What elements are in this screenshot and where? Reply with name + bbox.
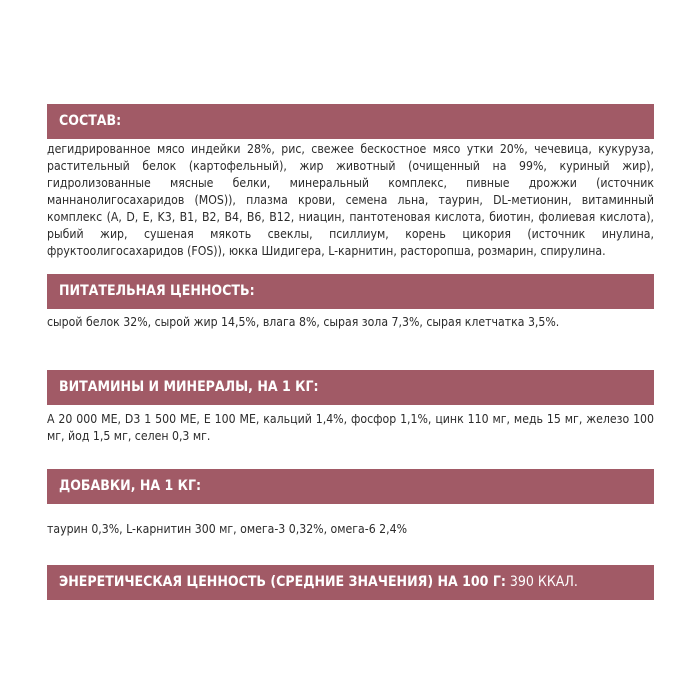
- composition-title: СОСТАВ:: [59, 113, 122, 129]
- vitamins-text: А 20 000 МЕ, D3 1 500 МЕ, Е 100 МЕ, кальций 1,4%, фосфор 1,1%, цинк 110 мг, медь 15 мг, железо 100 мг, йод 1,5 мг, селен 0,3 мг.: [47, 412, 654, 443]
- composition-header: [47, 104, 654, 139]
- composition-text: дегидрированное мясо индейки 28%, рис, свежее бескостное мясо утки 20%, чечевица, кукуруза, растительный белок (картофельный), жир животный (очищенный на 99%, куриный жир), гидролизованные мясные белки, минеральный комплекс, пивные дрожжи (источник маннанолигосахаридов (MOS)), плазма крови, семена льна, таурин, DL-метионин, витаминный комплекс (A, D, E, K3, B1, B2, B4, B6, B12, ниацин, пантотеновая кислота, биотин, фолиевая кислота), рыбий жир, сушеная мякоть свеклы, псиллиум, корень цикория (источник инулина, фруктоолигосахаридов (FOS)), юкка Шидигера, L-карнитин, расторопша, розмарин, спирулина.: [47, 142, 654, 258]
- nutrition-header: [47, 274, 654, 309]
- additives-text: таурин 0,3%, L-карнитин 300 мг, омега-3 0,32%, омега-6 2,4%: [47, 522, 408, 536]
- energy-title: ЭНЕРЕТИЧЕСКАЯ ЦЕННОСТЬ (СРЕДНИЕ ЗНАЧЕНИЯ) НА 100 Г:: [59, 574, 506, 590]
- additives-header: [47, 469, 654, 504]
- vitamins-title: ВИТАМИНЫ И МИНЕРАЛЫ, НА 1 КГ:: [59, 379, 319, 395]
- nutrition-title: ПИТАТЕЛЬНАЯ ЦЕННОСТЬ:: [59, 283, 255, 299]
- additives-title: ДОБАВКИ, НА 1 КГ:: [59, 478, 202, 494]
- nutrition-text: сырой белок 32%, сырой жир 14,5%, влага 8%, сырая зола 7,3%, сырая клетчатка 3,5%.: [47, 315, 560, 329]
- vitamins-header: [47, 370, 654, 405]
- energy-header: [47, 565, 654, 600]
- energy-value: 390 ККАЛ.: [505, 574, 578, 590]
